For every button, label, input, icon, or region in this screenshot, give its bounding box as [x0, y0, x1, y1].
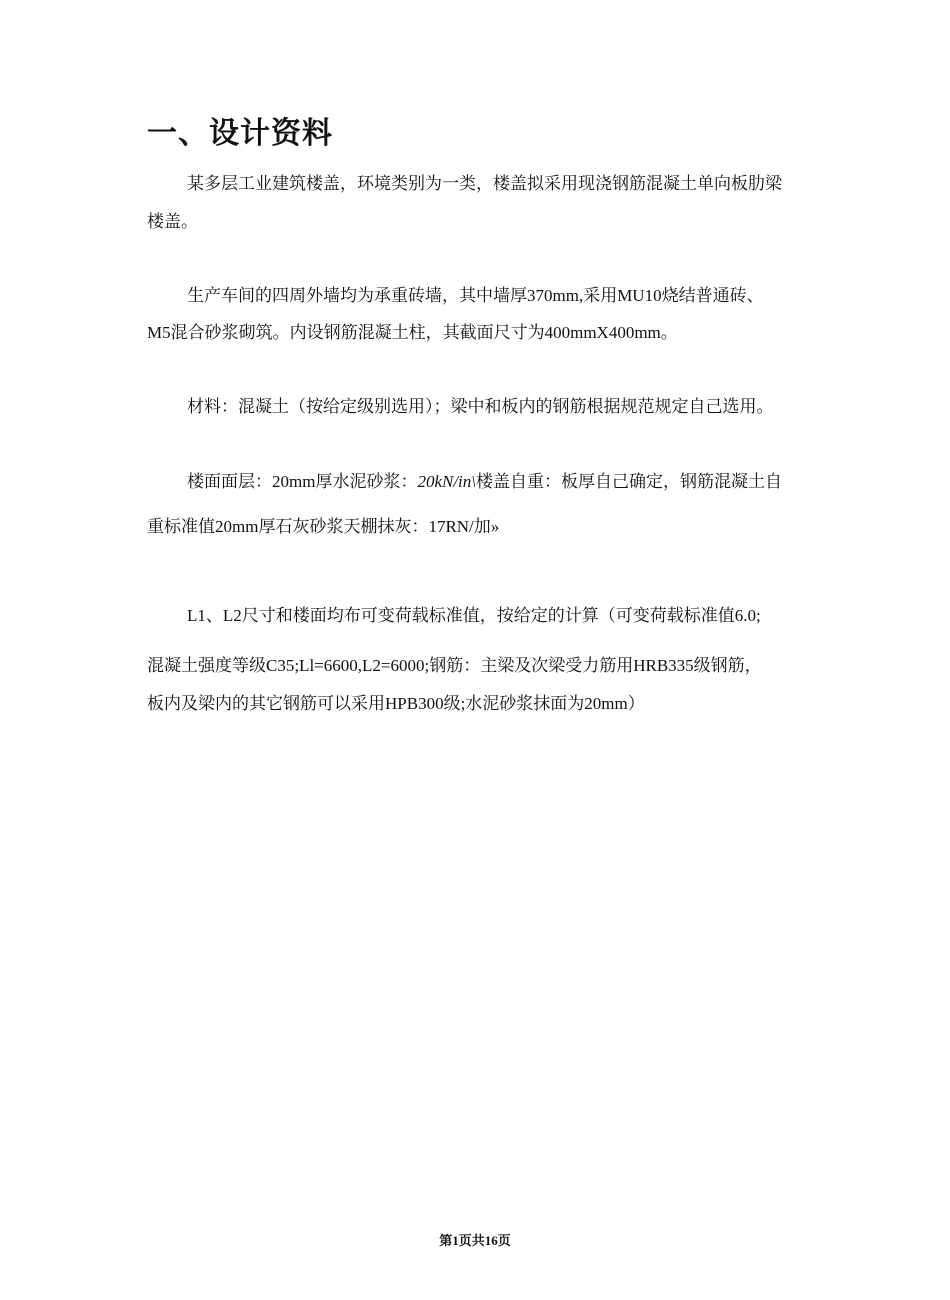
paragraph-4-line-1-a: 楼面面层：20mm厚水泥砂浆：	[187, 472, 418, 491]
paragraph-5-line-2: 混凝土强度等级C35;Ll=6600,L2=6000;钢筋：主梁及次梁受力筋用HRB335级钢筋，	[147, 656, 762, 675]
paragraph-4-line-2: 重标准值20mm厚石灰砂浆天棚抹灰：17RN/加»	[147, 517, 500, 536]
paragraph-2-line-2: M5混合砂浆砌筑。内设钢筋混凝土柱，其截面尺寸为400mmX400mm。	[147, 323, 678, 342]
paragraph-1-line-2: 楼盖。	[147, 212, 198, 231]
section-heading: 一、设计资料	[147, 116, 333, 151]
paragraph-4-line-1-b: 楼盖自重：板厚自己确定，钢筋混凝土自	[476, 472, 783, 491]
paragraph-2-line-1: 生产车间的四周外墙均为承重砖墙，其中墙厚370mm,采用MU10烧结普通砖、	[187, 286, 764, 305]
paragraph-3-line-1: 材料：混凝土（按给定级别选用）；梁中和板内的钢筋根据规范规定自己选用。	[187, 397, 774, 416]
paragraph-5-line-1: L1、L2尺寸和楼面均布可变荷载标准值，按给定的计算（可变荷载标准值6.0;	[187, 606, 761, 625]
paragraph-4-line-1-italic: 20kN/in\	[417, 472, 477, 491]
page-footer: 第1页共16页	[439, 1233, 511, 1248]
paragraph-5-line-3: 板内及梁内的其它钢筋可以采用HPB300级;水泥砂浆抹面为20mm）	[147, 694, 645, 713]
paragraph-4-line-1	[187, 470, 782, 494]
paragraph-1-line-1: 某多层工业建筑楼盖，环境类别为一类，楼盖拟采用现浇钢筋混凝土单向板肋梁	[187, 174, 782, 193]
